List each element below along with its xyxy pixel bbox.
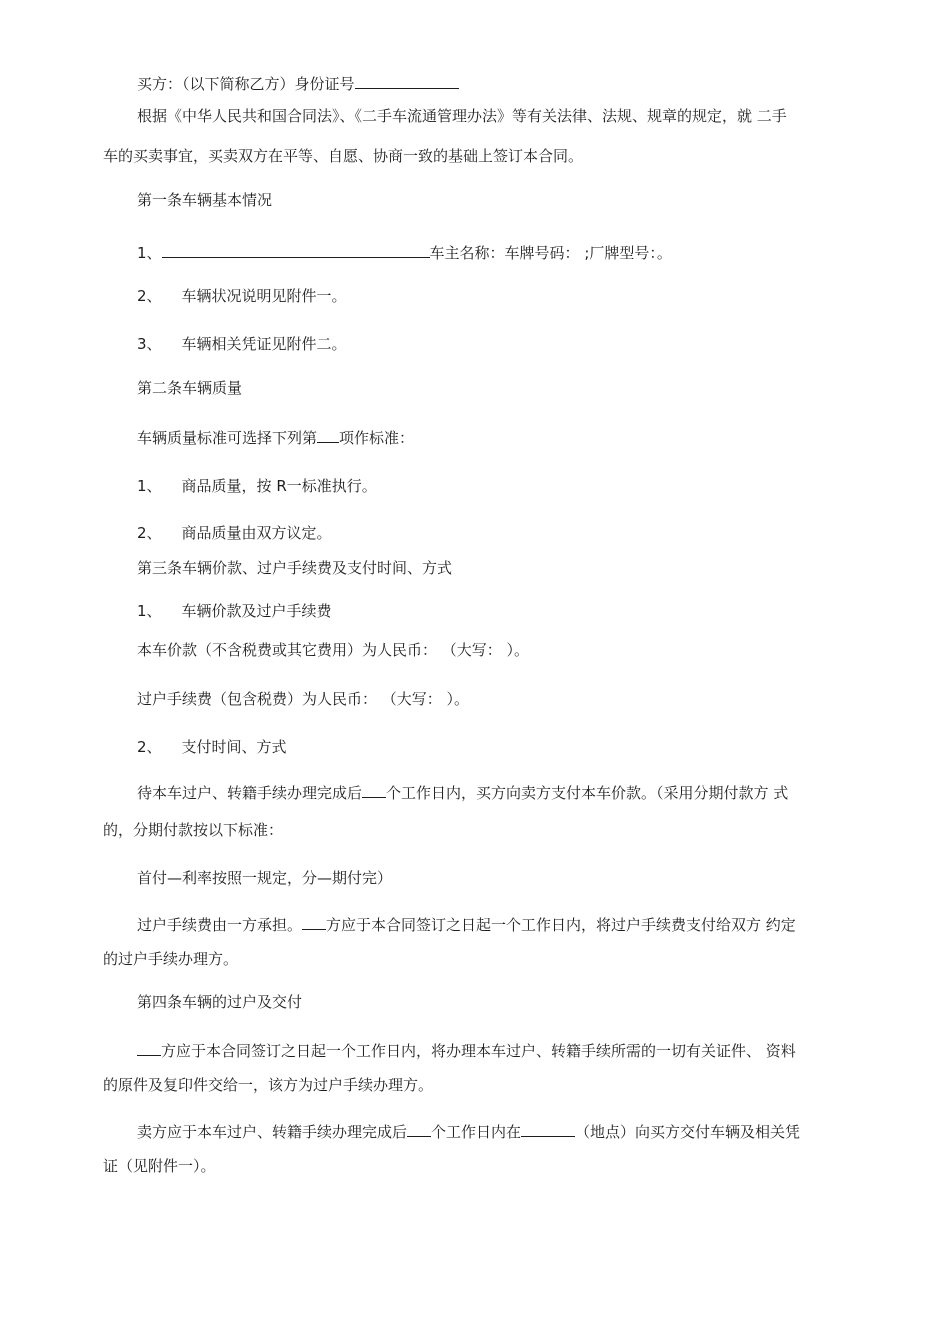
payment-line-2: 的，分期付款按以下标准： <box>103 821 284 839</box>
fee-burden-text-b: 方应于本合同签订之日起一个工作日内，将过户手续费支付给双方 约定 <box>326 916 796 934</box>
workday-blank <box>407 1121 431 1137</box>
para-2-text-a: 卖方应于本车过户、转籍手续办理完成后 <box>137 1123 408 1141</box>
item-choice-blank <box>317 427 339 443</box>
installment-line: 首付—利率按照一规定，分—期付完） <box>137 869 393 887</box>
payment-text-a: 待本车过户、转籍手续办理完成后 <box>137 784 363 802</box>
item-text: 车主名称：车牌号码： ;厂牌型号：。 <box>429 244 672 262</box>
item-text: 车辆相关凭证见附件二。 <box>181 335 347 353</box>
article-4-para-2-line-2: 证（见附件一）。 <box>103 1157 216 1175</box>
id-number-blank <box>355 73 459 89</box>
article-4-para-1-line-1 <box>137 1040 796 1061</box>
item-text: 支付时间、方式 <box>181 738 287 756</box>
location-blank <box>521 1121 575 1137</box>
intro-line-1: 根据《中华人民共和国合同法》、《二手车流通管理办法》等有关法律、法规、规章的规定，就 二手 <box>137 107 787 125</box>
article-4-heading: 第四条车辆的过户及交付 <box>137 993 303 1011</box>
article-2-heading: 第二条车辆质量 <box>137 379 243 397</box>
article-2-item-1 <box>137 476 377 496</box>
article-3-sub-1 <box>137 601 332 621</box>
item-number: 2、 <box>137 287 162 305</box>
article-4-para-1-line-2: 的原件及复印件交给一，该方为过户手续办理方。 <box>103 1076 434 1094</box>
standard-text-b: 项作标准： <box>339 429 415 447</box>
buyer-label: 买方：（以下简称乙方）身份证号 <box>137 75 355 93</box>
item-number: 2、 <box>137 524 162 542</box>
article-3-sub-2 <box>137 737 287 757</box>
item-number: 3、 <box>137 335 162 353</box>
transfer-fee-line: 过户手续费（包含税费）为人民币： （大写： ）。 <box>137 690 470 708</box>
para-1-text: 方应于本合同签订之日起一个工作日内，将办理本车过户、转籍手续所需的一切有关证件、 资料 <box>161 1042 796 1060</box>
fee-burden-line-1 <box>137 914 796 935</box>
fee-burden-text-a: 过户手续费由一方承担。 <box>137 916 303 934</box>
item-number: 2、 <box>137 738 162 756</box>
quality-standard-line <box>137 427 414 448</box>
article-1-item-2 <box>137 286 347 306</box>
owner-blank <box>162 242 430 258</box>
intro-line-2: 车的买卖事宜，买卖双方在平等、自愿、协商一致的基础上签订本合同。 <box>103 147 584 165</box>
item-text: 车辆状况说明见附件一。 <box>181 287 347 305</box>
fee-burden-line-2: 的过户手续办理方。 <box>103 950 239 968</box>
workday-blank <box>362 782 386 798</box>
standard-text-a: 车辆质量标准可选择下列第 <box>137 429 318 447</box>
para-2-text-b: 个工作日内在 <box>431 1123 522 1141</box>
payment-line-1 <box>137 782 788 803</box>
article-2-item-2 <box>137 523 332 543</box>
article-1-item-3 <box>137 334 347 354</box>
item-text: 车辆价款及过户手续费 <box>181 602 332 620</box>
party-blank <box>302 914 326 930</box>
payment-text-b: 个工作日内，买方向卖方支付本车价款。（采用分期付款方 式 <box>386 784 789 802</box>
party-blank <box>137 1040 161 1056</box>
article-1-item-1 <box>137 242 672 263</box>
item-number: 1、 <box>137 477 162 495</box>
vehicle-price-line: 本车价款（不含税费或其它费用）为人民币： （大写： ）。 <box>137 641 530 659</box>
item-number: 1、 <box>137 244 162 262</box>
item-text: 商品质量，按 R一标准执行。 <box>181 477 377 495</box>
item-number: 1、 <box>137 602 162 620</box>
article-3-heading: 第三条车辆价款、过户手续费及支付时间、方式 <box>137 559 453 577</box>
item-text: 商品质量由双方议定。 <box>181 524 332 542</box>
buyer-line <box>137 73 459 94</box>
para-2-text-c: （地点）向买方交付车辆及相关凭 <box>575 1123 801 1141</box>
article-4-para-2-line-1 <box>137 1121 800 1142</box>
article-1-heading: 第一条车辆基本情况 <box>137 191 273 209</box>
